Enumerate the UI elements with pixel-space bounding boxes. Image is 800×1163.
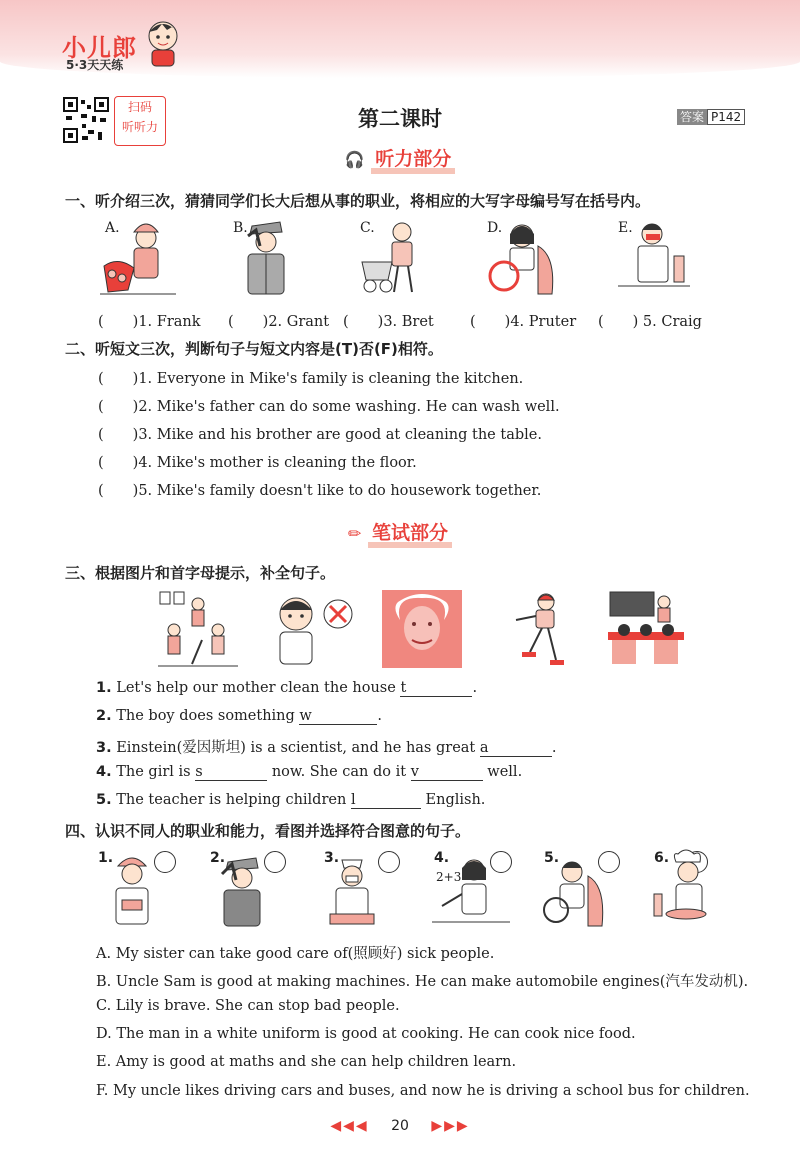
- q1-label-b: B.: [233, 220, 248, 236]
- boy-with-cart-illustration: [358, 216, 434, 298]
- q3-item-4-num: 4.: [96, 764, 112, 780]
- q4-num-1: 1.: [98, 850, 114, 866]
- q4-sentence-d: D. The man in a white uniform is good at cooking. He can cook nice food.: [96, 1026, 636, 1042]
- q3-item-2-end: .: [377, 708, 383, 724]
- q3-item-4-text: The girl is: [116, 764, 196, 780]
- q4-sentence-c: C. Lily is brave. She can stop bad people.: [96, 998, 400, 1014]
- chef-cooking-illustration: [98, 216, 178, 298]
- q3-blank-2[interactable]: [299, 708, 377, 725]
- q3-item-1-num: 1.: [96, 680, 112, 696]
- teacher-classroom-illustration: [606, 590, 686, 668]
- q3-item-4: [96, 764, 522, 781]
- q3-item-1-text: Let's help our mother clean the house: [116, 680, 401, 696]
- q1-label-c: C.: [360, 220, 375, 236]
- next-arrows-icon: ▶▶▶: [431, 1118, 470, 1134]
- q4-title: 四、认识不同人的职业和能力，看图并选择符合图意的句子。: [65, 822, 471, 840]
- q2-title: 二、听短文三次，判断句子与短文内容是(T)否(F)相符。: [65, 340, 443, 358]
- q3-hint-3: a: [479, 740, 489, 756]
- brand-logo-text: 小儿郎: [62, 34, 137, 62]
- q4-sentence-f: F. My uncle likes driving cars and buses, and now he is driving a school bus for children.: [96, 1083, 750, 1099]
- q3-title: 三、根据图片和首字母提示，补全句子。: [65, 564, 336, 582]
- scan-line-1: 扫码: [127, 100, 152, 114]
- girl-driving-illustration: [482, 216, 562, 298]
- doctor-with-medicine-illustration: [614, 216, 694, 298]
- family-cleaning-illustration: [158, 590, 238, 668]
- boy-wrong-illustration: [268, 590, 358, 668]
- q3-item-4-mid: now. She can do it: [267, 764, 411, 780]
- q1-title: 一、听介绍三次，猜猜同学们长大后想从事的职业，将相应的大写字母编号写在括号内。: [65, 192, 651, 210]
- q3-blank-5[interactable]: [351, 792, 421, 809]
- q1-item-3[interactable]: ( )3. Bret: [343, 314, 434, 330]
- page-number: 20: [391, 1118, 409, 1134]
- q3-hint-4b: v: [410, 764, 419, 780]
- headphones-icon: 🎧: [344, 150, 365, 169]
- listening-section-heading: [0, 148, 800, 174]
- q3-item-2: [96, 708, 382, 725]
- police-saluting-illustration: [208, 848, 278, 930]
- driver-illustration: [540, 848, 610, 930]
- writing-heading-text: 笔试部分: [368, 524, 452, 548]
- q1-item-5[interactable]: ( ) 5. Craig: [598, 314, 702, 330]
- q3-item-3-num: 3.: [96, 740, 112, 756]
- q3-item-4-end: well.: [482, 764, 523, 780]
- q4-num-4: 4.: [434, 850, 450, 866]
- worker-helmet-illustration: [100, 848, 170, 930]
- q3-blank-4b[interactable]: [411, 764, 483, 781]
- q1-item-1[interactable]: ( )1. Frank: [98, 314, 201, 330]
- q3-hint-5: l: [350, 792, 356, 808]
- q4-sentence-e: E. Amy is good at maths and she can help children learn.: [96, 1054, 517, 1070]
- q1-item-2[interactable]: ( )2. Grant: [228, 314, 330, 330]
- answer-page: P142: [707, 109, 745, 125]
- q3-hint-2: w: [299, 708, 312, 724]
- writing-section-heading: [0, 522, 800, 548]
- q3-item-5-num: 5.: [96, 792, 112, 808]
- q3-item-1: [96, 680, 477, 697]
- q2-item-1[interactable]: ( )1. Everyone in Mike's family is cleaning the kitchen.: [98, 371, 524, 387]
- brand-subtitle: 5·3天天练: [66, 58, 124, 72]
- listening-heading-text: 听力部分: [371, 150, 455, 174]
- q3-item-3-text: Einstein(爱因斯坦) is a scientist, and he has great: [116, 740, 480, 756]
- q4-num-6: 6.: [654, 850, 670, 866]
- q3-item-5-end: English.: [420, 792, 486, 808]
- q3-item-5-text: The teacher is helping children: [116, 792, 351, 808]
- q4-num-2: 2.: [210, 850, 226, 866]
- q3-item-3: [96, 736, 556, 757]
- q1-label-e: E.: [618, 220, 633, 236]
- q4-num-5: 5.: [544, 850, 560, 866]
- q3-blank-4a[interactable]: [195, 764, 267, 781]
- mascot-icon: [142, 18, 184, 68]
- q2-item-4[interactable]: ( )4. Mike's mother is cleaning the floor.: [98, 455, 417, 471]
- prev-arrows-icon: ◀◀◀: [330, 1118, 369, 1134]
- teacher-maths-illustration: [432, 848, 510, 930]
- answer-reference: [677, 108, 745, 125]
- chef-illustration: [650, 848, 730, 930]
- soldier-saluting-illustration: [226, 216, 304, 298]
- page-title: 第二课时: [358, 107, 442, 131]
- q1-item-4[interactable]: ( )4. Pruter: [470, 314, 577, 330]
- nurse-illustration: [318, 848, 388, 930]
- q3-item-1-end: .: [472, 680, 478, 696]
- q3-blank-3[interactable]: [480, 740, 552, 757]
- q3-hint-1: t: [400, 680, 407, 696]
- q1-label-a: A.: [105, 220, 120, 236]
- q4-sentence-b: B. Uncle Sam is good at making machines. He can make automobile engines(汽车发动机).: [96, 974, 749, 990]
- q1-label-d: D.: [487, 220, 503, 236]
- q4-num-3: 3.: [324, 850, 340, 866]
- page-footer: [0, 1118, 800, 1134]
- scan-line-2: 听听力: [121, 120, 158, 134]
- einstein-photo-illustration: [382, 590, 462, 668]
- pencil-icon: ✏: [347, 524, 362, 543]
- answer-tag: 答案: [677, 109, 707, 125]
- q2-item-3[interactable]: ( )3. Mike and his brother are good at cleaning the table.: [98, 427, 542, 443]
- q3-hint-4a: s: [195, 764, 203, 780]
- q3-blank-1[interactable]: [400, 680, 472, 697]
- q2-item-2[interactable]: ( )2. Mike's father can do some washing. He can wash well.: [98, 399, 560, 415]
- q3-item-3-end: .: [551, 740, 557, 756]
- q3-item-2-text: The boy does something: [116, 708, 300, 724]
- q3-item-5: [96, 792, 485, 809]
- q2-item-5[interactable]: ( )5. Mike's family doesn't like to do housework together.: [98, 483, 542, 499]
- q4-board-text: 2+3: [436, 870, 462, 884]
- q3-item-2-num: 2.: [96, 708, 112, 724]
- girl-skating-illustration: [496, 590, 576, 668]
- q4-sentence-a: A. My sister can take good care of(照顾好) sick people.: [96, 946, 495, 962]
